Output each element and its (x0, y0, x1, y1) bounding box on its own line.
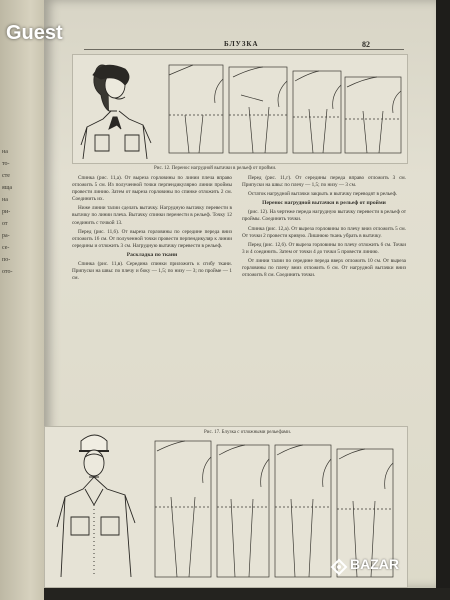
left-page-fragment: от (2, 221, 8, 227)
left-page-fragment: ра- (2, 233, 10, 239)
paragraph: Перед (рис. 12,6). От выреза горловины по плечу отложить 6 см. Точки 3 и 4 соединить. Затем от точки 4 до точки 5 провести линию. (242, 241, 406, 255)
figure-bottom-caption: Рис. 17. Блузка с отложными рельефами. (204, 430, 292, 435)
section-heading: Раскладка по ткани (126, 251, 178, 258)
paragraph: Спинка (рис. 12,а). От выреза горловины по плечу вниз отложить 5 см. От точки 2 провести кривую. Лишнюю ткань убрать в вытачку. (242, 225, 406, 239)
bazar-logo-icon (330, 558, 348, 576)
background-bottom (44, 588, 450, 600)
left-page-fragment: на (2, 149, 8, 155)
woman-sketch (81, 65, 151, 159)
paragraph: От линии талии по середине переда вверх отложить 10 см. От выреза горловины по плечу вниз отложить 6 см. От нагрудной вытачки вниз отложить 8 см. Соединить точки. (242, 257, 406, 279)
running-head: БЛУЗКА (224, 40, 259, 48)
facing-left-page (0, 0, 44, 600)
left-page-fragment: то- (2, 161, 10, 167)
left-page-fragment: на (2, 197, 8, 203)
paragraph: Перед (рис. 11,6). От выреза горловины по середине переда вниз отложить 16 см. От полученной точки провести перпендикуляр к линии середины и отложить 3 см. Нагрудную вытачку перевести в рельеф. (72, 228, 232, 249)
header-rule (84, 49, 404, 50)
woman-sketch-bottom (57, 435, 135, 577)
left-page-fragment: ри- (2, 209, 11, 215)
section-heading: Перенос нагрудной вытачки в рельеф от пройми (262, 200, 386, 207)
paragraph: Ниже линии талии сделать вытачку. Нагрудную вытачку перевести в вытачку по линии плеча. Вытачку спинки перенести в рельеф. Точку 12 соединить с точкой 13. (72, 205, 232, 226)
pattern-illustration-top (73, 55, 407, 163)
book-page (44, 0, 436, 588)
left-page-fragment: се- (2, 245, 10, 251)
figure-top (72, 54, 408, 164)
left-page-fragment: сте (2, 173, 10, 179)
paragraph: Спинка (рис. 11,в). Середина спинки приложить к сгибу ткани. Припуски на швы: по плечу и боку — 1,5; по низу — 3; по пройме — 1 см. (72, 261, 232, 282)
left-page-fragment: яща (2, 185, 13, 191)
left-page-fragment: по- (2, 257, 11, 263)
paragraph: (рис. 12). На чертеже переда нагрудную вытачку перевести в рельеф от проймы. Соединить точки. (242, 209, 406, 223)
text-column-left (72, 175, 232, 433)
pattern-pieces-top (169, 65, 401, 153)
figure-top-caption: Рис. 12. Перенос нагрудной вытачки в рельеф от пройми. (154, 166, 277, 171)
left-page-fragment: ото- (2, 269, 13, 275)
bazar-logo-text: BAZAR (350, 556, 399, 572)
paragraph: Спинка (рис. 11,а). От вырезa горловины по линии плеча вправо отложить 5 см. Из полученной точки перпендикулярно линии проймы провести линию. Затем от выреза горловины по спинке отложить 2 см. Соединить их. (72, 175, 232, 203)
watermark-text: Guest (6, 22, 63, 44)
background-right (436, 0, 450, 600)
page-number: 82 (362, 40, 370, 49)
paragraph: Перед (рис. 11,г). От середины переда вправо отложить 3 см. Припуски на швы: по плечу — 1,5; по низу — 3 см. (242, 175, 406, 189)
text-column-right (242, 175, 406, 433)
paragraph: Остаток нагрудной вытачки закрыть и вытачку переводят в рельеф. (248, 191, 398, 198)
